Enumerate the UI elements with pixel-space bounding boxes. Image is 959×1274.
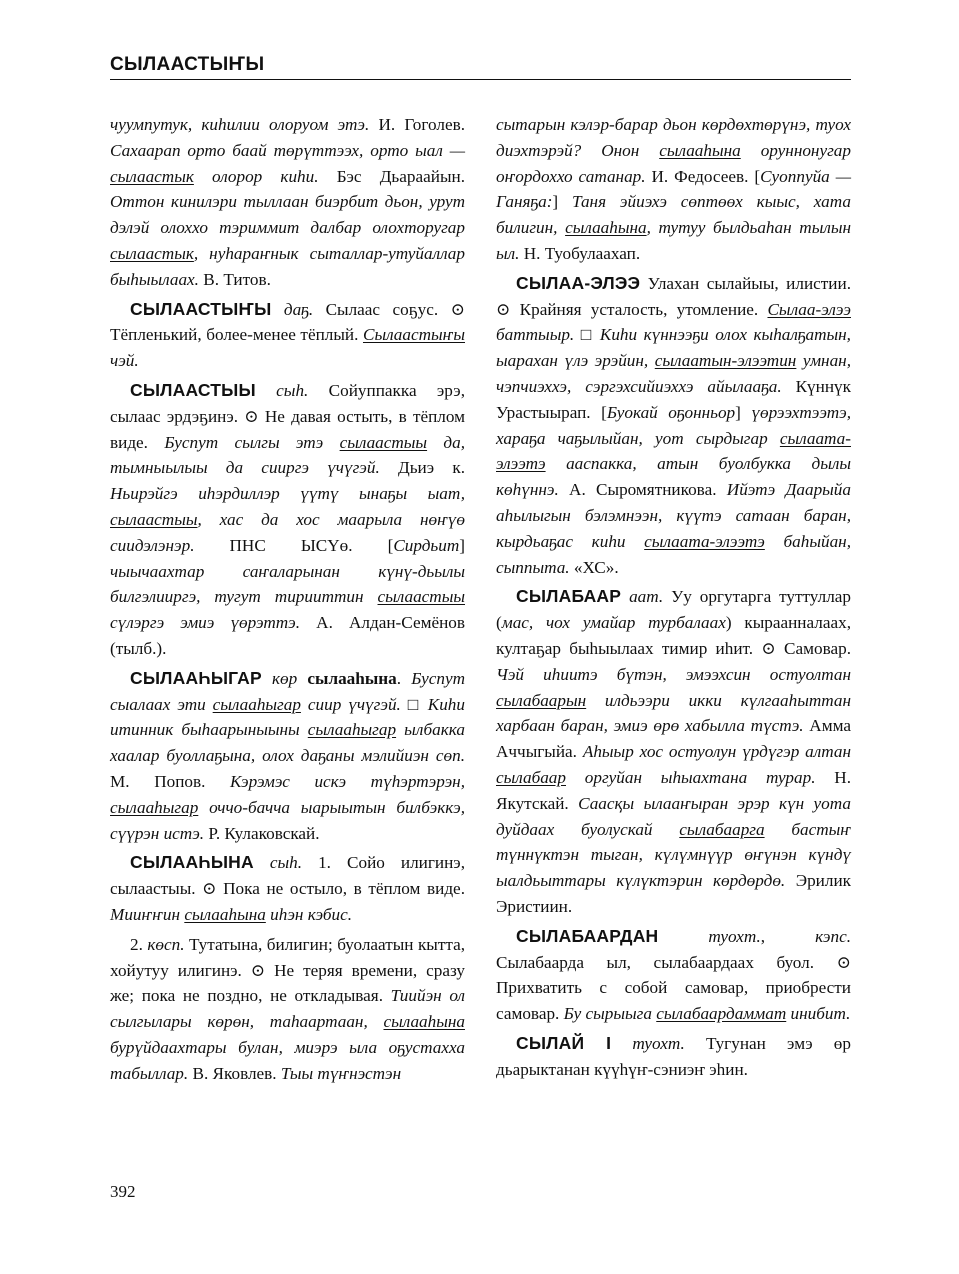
italic-text: чэй.	[110, 351, 139, 371]
body-text: Уу оргутарга туттуллар (	[496, 587, 851, 633]
underlined-example: сылааһыгар	[307, 720, 397, 740]
italic-text: , хас да хос маарыла нөҥүө сиидэлэнэр.	[110, 509, 465, 555]
underlined-example: сылабаарга	[679, 819, 765, 839]
body-text: □	[574, 325, 600, 345]
body-text: Тутатына, билигин; буолаатын кытта, хойутуу илигинэ. ⊙ Не теряя времени, сразу же; пока не поздно, не откладывая.	[110, 934, 466, 1006]
body-text: Тугунан эмэ өр дьарыктанан күүһүҥ-сэниэҥ эһин.	[496, 1033, 851, 1079]
body-text: ]	[459, 535, 465, 555]
entry-sylai-1	[496, 1031, 851, 1083]
italic-text: даҕ.	[271, 299, 314, 319]
entry-sylaahygar	[110, 666, 465, 847]
body-text: ПНС ЫСҮө. [	[194, 535, 394, 555]
entry-sylabaar	[496, 584, 851, 919]
underlined-example: сылабаардаммат	[656, 1004, 787, 1024]
body-text: ,	[760, 926, 816, 946]
italic-text: Тыы түҥнэстэн	[280, 1063, 402, 1083]
italic-text: Буспут сылгы этэ	[164, 432, 340, 452]
italic-text: Мииҥҥин	[110, 904, 185, 924]
underlined-example: Сылаа-элээ	[767, 299, 851, 319]
body-text: Эрилик Эристиин.	[496, 871, 851, 916]
italic-text: Сирдьит	[393, 535, 460, 555]
italic-text: сыһ.	[253, 853, 303, 873]
entry-sylaastyy	[110, 378, 465, 662]
body-text: И. Федосеев. [	[645, 166, 761, 186]
italic-text: чуумпутук, киһилии олоруом этэ.	[110, 115, 370, 134]
headword: СЫЛААСТЫЫ	[130, 379, 256, 400]
italic-text: кэпс.	[815, 926, 851, 946]
body-text: Күннүк Урастыырап. [	[496, 376, 851, 422]
italic-text: , нуһараҥнык сыталлар-утуйаллар быһыылаах.	[110, 243, 465, 289]
body-text: 1. Сойо илигинэ, сылаастыы. ⊙ Пока не остыло, в тёплом виде.	[110, 853, 465, 899]
italic-text: Оттон кинилэри тыллаан биэрбит дьон, урут дэлэй олоххо тэриммит далбар олохторугар	[110, 192, 465, 238]
italic-text: оччо-бачча ыарыытын билбэккэ, сүүрэн истэ.	[110, 797, 465, 843]
body-text: Бэс Дьараайын.	[318, 166, 465, 186]
body-text: «ХС».	[569, 557, 619, 577]
italic-text: иһэн кэбис.	[265, 904, 353, 924]
body-text: Дьиэ к.	[379, 458, 465, 478]
italic-text: Кэрэмэс искэ түһэртэрэн,	[230, 771, 465, 791]
italic-text: Ньирэйгэ иһэрдиллэр үүтү ынаҕы ыат,	[110, 484, 465, 504]
italic-text: Таня эйиэхэ сөптөөх кыыс, хата билигин,	[496, 192, 851, 238]
body-text: И. Гоголев.	[369, 115, 465, 134]
entry-continuation-right	[496, 112, 851, 267]
body-text: А. Алдан-Семёнов (тылб.).	[110, 613, 465, 658]
italic-text: Саасқы ылааҥыран эрэр күн уота дуйдаах буолускай	[496, 793, 851, 839]
italic-text: Бу сырыыга	[563, 1004, 657, 1024]
right-column	[496, 112, 851, 1082]
underlined-example: сылаастыы	[377, 587, 465, 607]
italic-text: мас, чох умайар турбалаах	[501, 613, 726, 633]
body-text: М. Попов.	[110, 771, 231, 791]
body-text: ]	[552, 192, 573, 212]
headword: СЫЛАА-ЭЛЭЭ	[516, 272, 641, 293]
italic-text: бурүйдаахтары булан, миэрэ ыла оҕустахха табыллар.	[110, 1037, 465, 1083]
italic-text: ааспакка, атын буолбукка дылы көһүннэ.	[496, 454, 851, 500]
italic-text: сыһ.	[255, 380, 309, 400]
underlined-example: сылабаар	[496, 767, 566, 787]
body-text: В. Титов.	[198, 269, 271, 289]
body-text: Сылабаарда ыл, сылабаардаах буол. ⊙ Прихватить с собой самовар, приобрести самовар.	[496, 952, 851, 1024]
headword: СЫЛАБААР	[516, 586, 622, 607]
underlined-example: сылаата-элээтэ	[644, 531, 765, 551]
underlined-example: сылаастык	[110, 243, 194, 263]
italic-text: баһыйан, сыппыта.	[496, 531, 851, 577]
underlined-example: сылааһына	[383, 1012, 465, 1032]
italic-text: баттыыр.	[496, 325, 575, 345]
italic-text: оруннонугар оҥордоххо сатанар.	[496, 140, 851, 186]
body-text: ) кыраанналаах, култаҕар быһыылаах тимир иһит. ⊙ Самовар.	[496, 613, 851, 658]
entry-sylaastyngy	[110, 297, 465, 374]
italic-text: Буокай оҕонньор	[606, 402, 736, 422]
left-column	[110, 112, 465, 1086]
italic-text: умнан, чэпчиэххэ, сэргэхсийиэххэ айылааҕа.	[496, 351, 851, 396]
underlined-example: сылаатын-элээтин	[654, 351, 797, 371]
italic-text: Аһыыр хос остуолун үрдүгэр алтан	[582, 742, 851, 762]
body-text: .	[396, 668, 412, 688]
body-text: Улахан сылайыы, илистии. ⊙ Крайняя усталость, утомление.	[496, 273, 851, 319]
body-text: Н. Туобулаахап.	[519, 243, 641, 263]
italic-text: сүлэргэ эмиэ үөрэттэ.	[110, 613, 301, 633]
italic-text: сытарын кэлэр-барар дьон көрдөхтөрүнэ, туох диэхтэрэй? Онон	[496, 115, 851, 160]
italic-text: илдьээри икки күлгааһыттан харбаан баран, эмиэ өрө хабылла түстэ.	[496, 690, 851, 736]
headword: СЫЛААСТЫҤЫ	[130, 298, 272, 319]
italic-text: чыычаахтар саҥаларынан күнү-дьылы билгэлииргэ, тугут тирииттин	[110, 561, 465, 607]
italic-text: олорор киһи.	[193, 166, 319, 186]
underlined-example: сылааһына	[184, 904, 266, 924]
running-header	[110, 52, 851, 80]
entry-sylaahyna	[110, 850, 465, 927]
italic-text: Буспут сыалаах эти	[110, 668, 466, 714]
italic-text: , тутуу былдьаһан тылын ыл.	[496, 218, 851, 263]
bold-ref: сылааһына	[307, 668, 397, 688]
italic-text: Киһи итинник быһаарыныыны	[110, 694, 465, 740]
italic-text: көсп.	[147, 934, 185, 954]
underlined-example: сылабаарын	[496, 690, 587, 710]
underlined-example: сылааһыгар	[212, 694, 301, 714]
body-text: Р. Кулаковскай.	[204, 823, 320, 843]
italic-text: туохт.	[611, 1033, 685, 1053]
entry-sylaahyna-sense-2	[110, 932, 465, 1087]
body-text: Амма Аччыгыйа.	[496, 716, 851, 762]
entry-sylaa-elee	[496, 271, 851, 581]
italic-text: туохт.	[658, 926, 761, 946]
italic-text: Чэй иһиитэ бүтэн, эмээхсин остуолтан	[496, 664, 851, 684]
italic-text: көр	[261, 668, 308, 688]
italic-text: инибит.	[786, 1004, 851, 1024]
body-text: Сойуппакка эрэ, сылаас эрдэҕинэ. ⊙ Не давая остыть, в тёплом виде.	[110, 380, 465, 452]
body-text: 2.	[130, 934, 148, 954]
body-text: В. Яковлев.	[188, 1063, 281, 1083]
underlined-example: сылаастыы	[110, 509, 198, 529]
italic-text: Суоппуйа — Ганяҕа:	[496, 166, 851, 212]
headword: СЫЛАБААРДАН	[516, 925, 659, 946]
underlined-example: сылааһына	[565, 218, 647, 238]
italic-text: бастыҥ түннүктэн тыган, күлүмнүүр өҥүнэн күндү ыалдьыттары күлүктэрин көрдөрдө.	[496, 819, 851, 891]
italic-text: Тиийэн ол сылгылары көрөн, таһаартаан,	[110, 986, 465, 1032]
body-text: ]	[735, 402, 752, 422]
italic-text: үөрээхтээтэ, хараҕа чаҕылыйан, уот сырдыгар	[496, 402, 851, 448]
underlined-example: Сылаастыҥы	[362, 325, 465, 345]
body-text: Н. Якутскай.	[496, 767, 851, 813]
italic-text: ылбакка хаалар буоллаҕына, олох даҕаны мэлийиэн сөп.	[110, 720, 466, 766]
italic-text: оргуйан ыһыахтана турар.	[566, 767, 816, 787]
italic-text: аат.	[621, 587, 664, 607]
entry-continuation	[110, 112, 465, 293]
underlined-example: сылааһыгар	[110, 797, 199, 817]
italic-text: Ийэтэ Даарыйа аһылыгын бэлэмнээн, күүтэ сатаан баран, кырдьаҕас киһи	[496, 480, 851, 551]
italic-text: Сахаарап орто баай төрүттээх, орто ыал —	[110, 140, 465, 160]
body-text: Сылаас соҕус. ⊙ Тёпленький, более-менее тёплый.	[110, 299, 465, 345]
headword: СЫЛААҺЫГАР	[130, 667, 262, 688]
italic-text: да, тымныылыы да сииргэ үчүгэй.	[110, 432, 465, 478]
body-text: □	[400, 694, 428, 714]
italic-text: Киһи күннээҕи олох кыһалҕатын, ыарахан үлэ эрэйин,	[496, 325, 851, 371]
underlined-example: сылаастык	[110, 166, 194, 186]
page-number: 392	[110, 1182, 136, 1201]
italic-text: сиир үчүгэй.	[300, 694, 401, 714]
underlined-example: сылаастыы	[339, 432, 428, 452]
entry-sylabaardan	[496, 924, 851, 1027]
underlined-example: сылаата-элээтэ	[496, 428, 851, 474]
headword: СЫЛАЙ I	[516, 1032, 612, 1053]
headword: СЫЛААҺЫНА	[130, 852, 254, 873]
header-title: СЫЛААСТЫҤЫ	[110, 54, 265, 75]
underlined-example: сылааһына	[659, 140, 741, 160]
body-text: А. Сыромятникова.	[558, 480, 727, 500]
